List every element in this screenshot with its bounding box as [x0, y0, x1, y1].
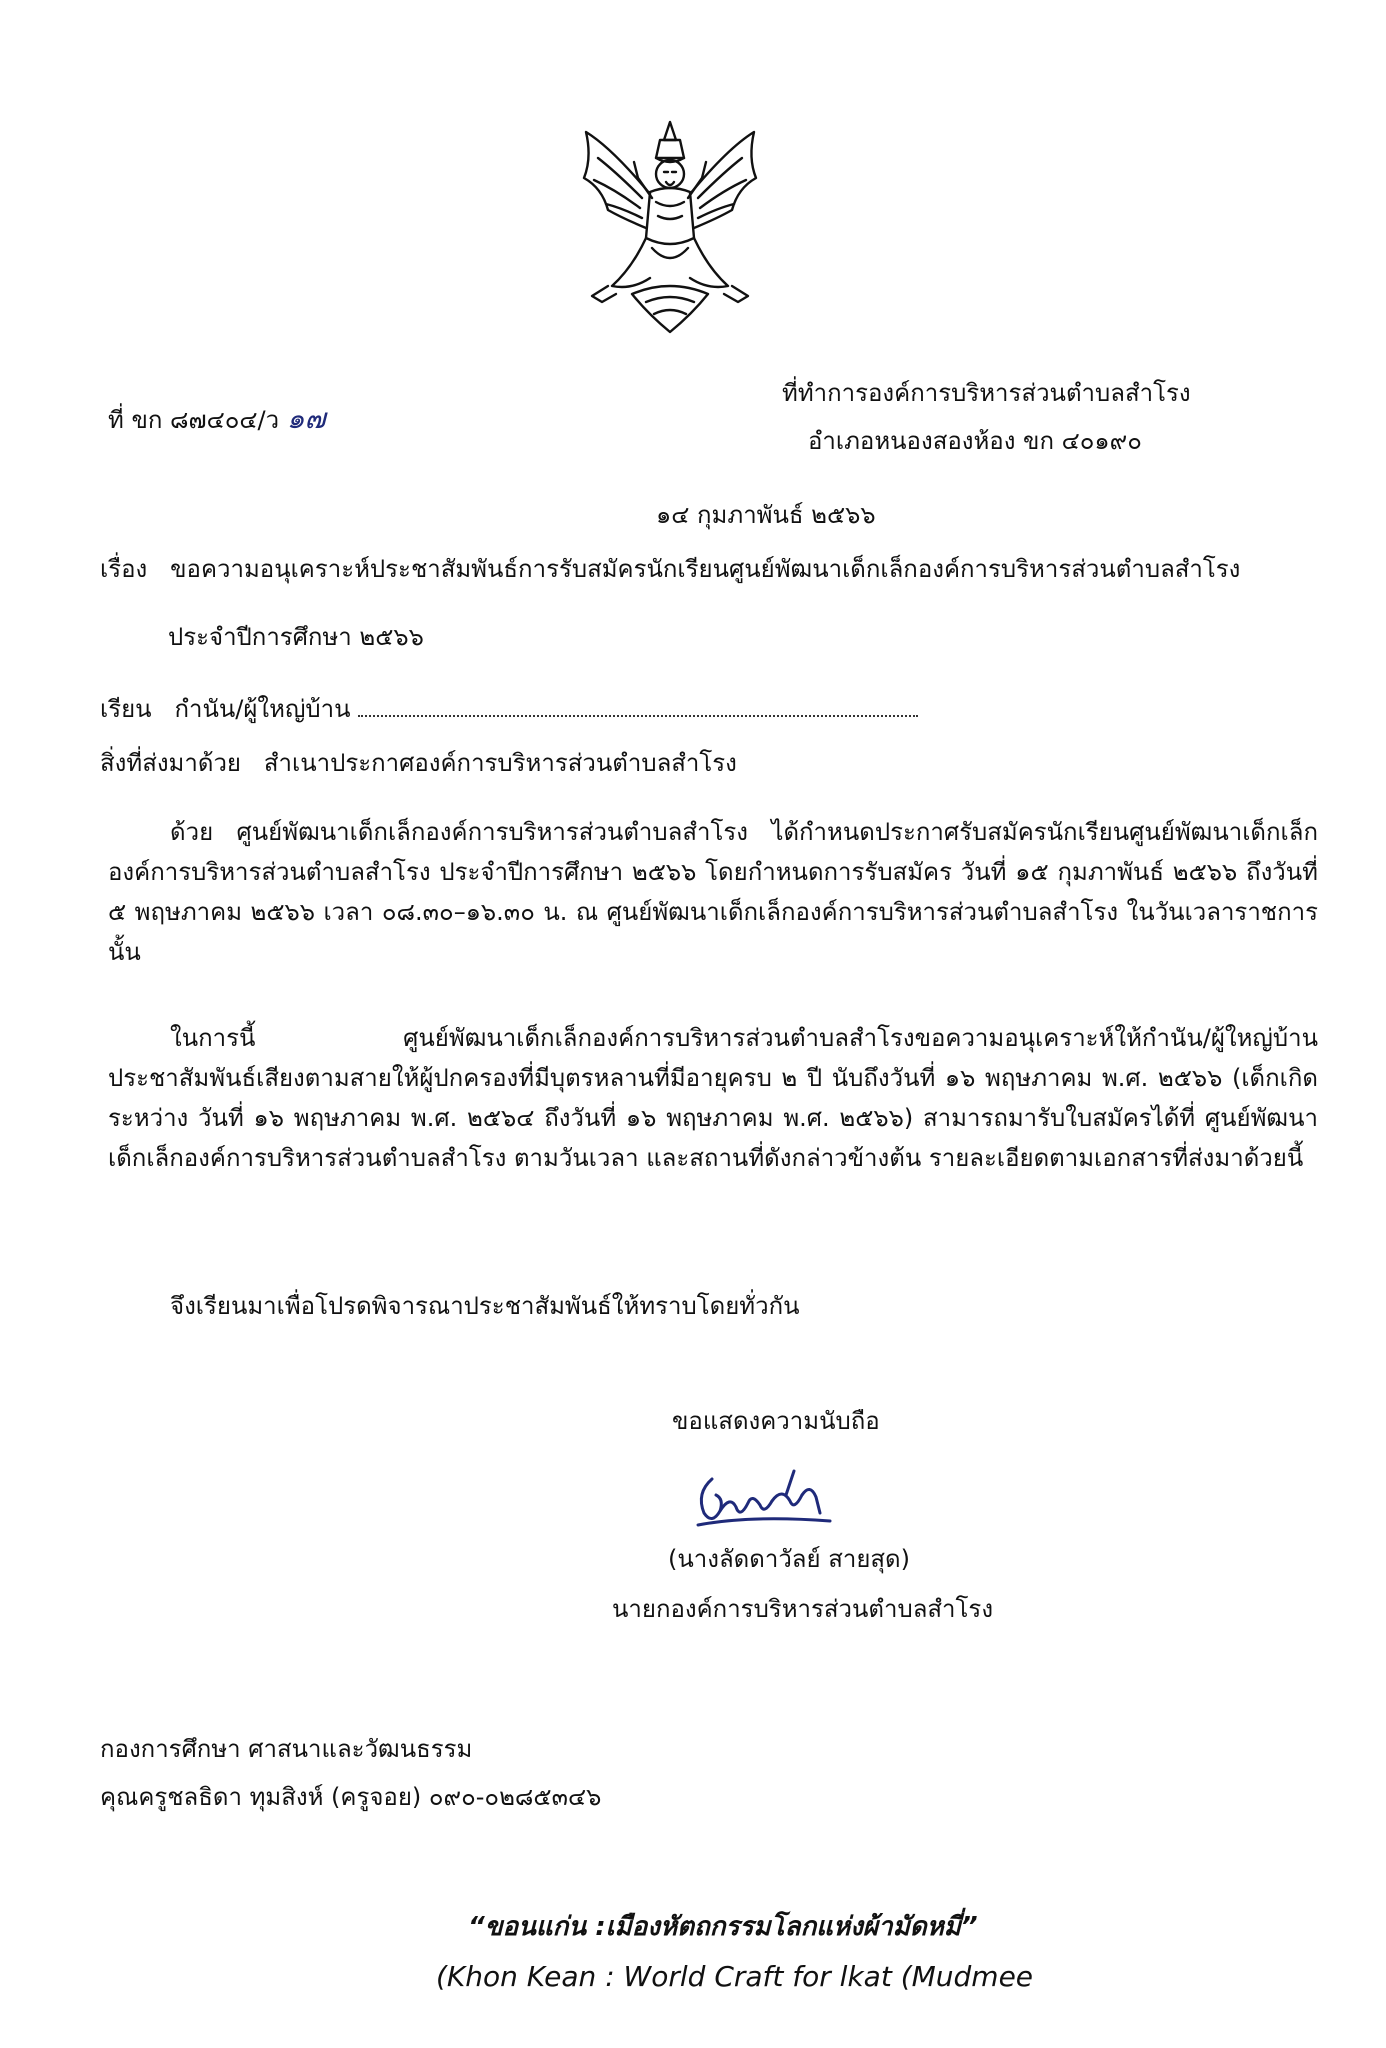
- body-paragraph-1: [108, 812, 1318, 972]
- office-address-line2: อำเภอหนองสองห้อง ขก ๔๐๑๙๐: [808, 427, 1142, 455]
- salutation: [100, 692, 918, 726]
- subject-text-continued: ประจำปีการศึกษา ๒๕๖๖: [168, 623, 424, 651]
- reference-number: [108, 402, 326, 437]
- enclosure-label: สิ่งที่ส่งมาด้วย: [100, 749, 241, 777]
- department: กองการศึกษา ศาสนาและวัฒนธรรม: [100, 1735, 473, 1763]
- reference-number-handwritten: ๑๗: [286, 402, 326, 435]
- letter-date: ๑๔ กุมภาพันธ์ ๒๕๖๖: [656, 501, 876, 529]
- signer-title: นายกองค์การบริหารส่วนตำบลสำโรง: [612, 1595, 994, 1623]
- subject-label: เรื่อง: [100, 555, 148, 583]
- body-paragraph-2-text: ในการนี้ ศูนย์พัฒนาเด็กเล็กองค์การบริหารส่วนตำบลสำโรงขอความอนุเคราะห์ให้กำนัน/ผู้ใหญ่บ้านประชาสัมพันธ์เสียงตามสายให้ผู้ปกครองที่มีบุตรหลานที่มีอายุครบ ๒ ปี นับถึงวันที่ ๑๖ พฤษภาคม พ.ศ. ๒๕๖๖ (เด็กเกิดระหว่าง วันที่ ๑๖ พฤษภาคม พ.ศ. ๒๕๖๔ ถึงวันที่ ๑๖ พฤษภาคม พ.ศ. ๒๕๖๖) สามารถมารับใบสมัครได้ที่ ศูนย์พัฒนาเด็กเล็กองค์การบริหารส่วนตำบลสำโรง ตามวันเวลา และสถานที่ดังกล่าวข้างต้น รายละเอียดตามเอกสารที่ส่งมาด้วยนี้: [108, 1024, 1318, 1172]
- subject-text: ขอความอนุเคราะห์ประชาสัมพันธ์การรับสมัครนักเรียนศูนย์พัฒนาเด็กเล็กองค์การบริหารส่วนตำบลสำโรง: [170, 555, 1241, 583]
- fill-in-dotted-line: [358, 693, 918, 717]
- garuda-emblem-icon: [572, 118, 768, 342]
- reference-number-printed: ที่ ขก ๘๗๔๐๔/ว: [108, 406, 280, 434]
- closing-phrase: ขอแสดงความนับถือ: [672, 1407, 880, 1435]
- enclosure-line: [100, 746, 737, 780]
- body-paragraph-3: [108, 1286, 1318, 1326]
- body-paragraph-3-text: จึงเรียนมาเพื่อโปรดพิจารณาประชาสัมพันธ์ให้ทราบโดยทั่วกัน: [170, 1292, 800, 1320]
- province-slogan-thai: “ขอนแก่น :เมืองหัตถกรรมโลกแห่งผ้ามัดหมี่”: [468, 1912, 978, 1942]
- enclosure-value: สำเนาประกาศองค์การบริหารส่วนตำบลสำโรง: [263, 749, 737, 777]
- body-paragraph-1-text: ด้วย ศูนย์พัฒนาเด็กเล็กองค์การบริหารส่วนตำบลสำโรง ได้กำหนดประกาศรับสมัครนักเรียนศูนย์พัฒนาเด็กเล็กองค์การบริหารส่วนตำบลสำโรง ประจำปีการศึกษา ๒๕๖๖ โดยกำหนดการรับสมัคร วันที่ ๑๕ กุมภาพันธ์ ๒๕๖๖ ถึงวันที่ ๕ พฤษภาคม ๒๕๖๖ เวลา ๐๘.๓๐–๑๖.๓๐ น. ณ ศูนย์พัฒนาเด็กเล็กองค์การบริหารส่วนตำบลสำโรง ในวันเวลาราชการ นั้น: [108, 818, 1318, 966]
- salutation-recipient: กำนัน/ผู้ใหญ่บ้าน: [174, 695, 351, 723]
- office-address-line1: ที่ทำการองค์การบริหารส่วนตำบลสำโรง: [782, 379, 1191, 407]
- body-paragraph-2: [108, 1018, 1318, 1178]
- signer-name: (นางลัดดาวัลย์ สายสุด): [668, 1545, 910, 1573]
- handwritten-signature: [690, 1465, 840, 1540]
- contact-info: คุณครูชลธิดา ทุมสิงห์ (ครูจอย) ๐๙๐-๐๒๘๕๓๔๖: [100, 1783, 602, 1811]
- subject-line: [100, 552, 1240, 586]
- province-slogan-english: (Khon Kean : World Craft for lkat (Mudmee: [436, 1960, 1034, 1993]
- salutation-label: เรียน: [100, 695, 152, 723]
